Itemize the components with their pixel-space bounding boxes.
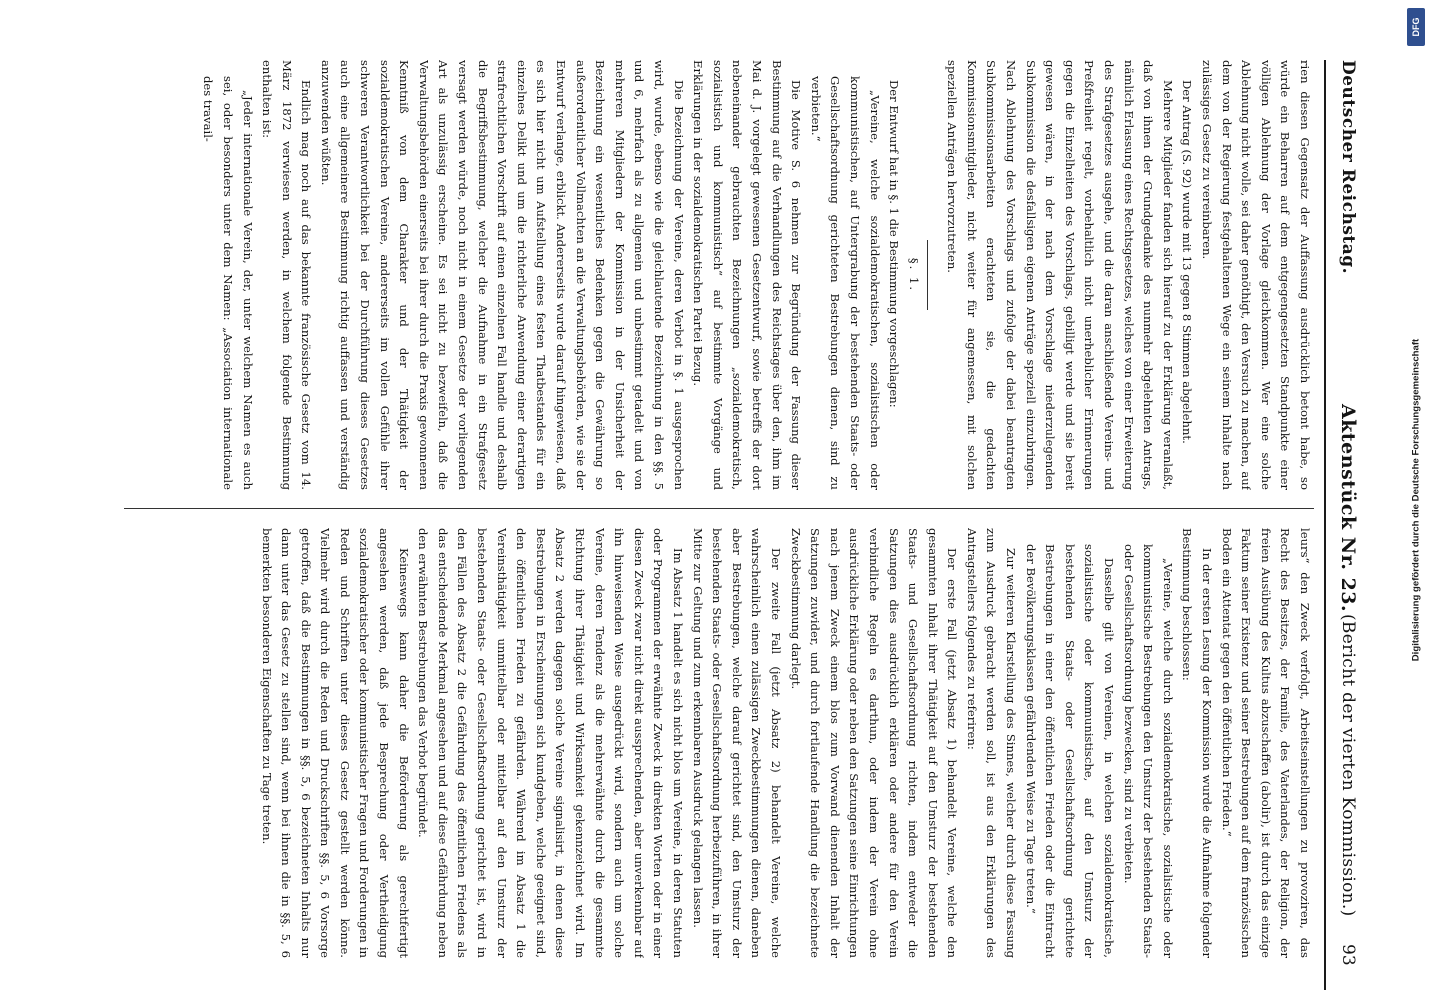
column-divider xyxy=(124,508,1314,509)
paragraph: Mehrere Mitglieder fanden sich hierauf zu der Erklärung veranlaßt, daß von ihnen der Grundgedanke des nunmehr abgelehnten Antrags, nämlich Erlassung eines Rechtsgesetzes, welches von einer Erweiterung des Strafgesetzes ausgehe, und die daran anschließende Vereins- und Preßfreiheit regelt, vorbehaltlich nicht unerheblicher Erinnerungen gegen die Einzelheiten des Vorschlags, gebilligt werde und sie bereit gewesen wären, in der nach dem Vorschlage niederzulegenden Subkommission die desfallsigen eigenen Anträge speziell einzubringen. Nach Ablehnung des Vorschlags und zufolge der dabei beantragten Subkommissionsarbeiten erachteten sie, die gedachten Kommissionsmitglieder, nicht weiter für angemessen, mit solchen speziellen Anträgen hervorzutreten. xyxy=(945,60,1175,490)
paragraph: Der Entwurf hat in §. 1 die Bestimmung vorgeschlagen: xyxy=(887,80,902,408)
header-report-title: (Bericht der vierten Kommission.) xyxy=(1338,614,1358,917)
paragraph: Im Absatz 1 handelt es sich nicht blos um Vereine, in deren Statuten oder Programmen der erwähnte Zweck in direkten Worten oder in einer diesen Zweck zwar nicht direkt aussprechenden, aber unverkennbar auf ihn hinweisenden Weise ausgedrückt wird, sondern auch um solche Vereine, deren Tendenz als die mehrerwähnte durch die gesammte Richtung ihrer Thätigkeit und Wirksamkeit gekennzeichnet wird. Im Absatz 2 werden dagegen solche Vereine signalisirt, in denen diese Bestrebungen in Erscheinungen sich kundgeben, welche geeignet sind, den öffentlichen Frieden zu gefährden. Während im Absatz 1 die Vereinsthätigkeit unmittelbar oder mittelbar auf den Umsturz der bestehenden Staats- oder Gesellschaftsordnung gerichtet ist, wird in den Fällen des Absatz 2 die Gefährdung des öffentlichen Friedens als das entscheidende Merkmal angesehen und auf diese Gefährdung neben den erwähnten Bestrebungen das Verbot begründet. xyxy=(416,528,685,958)
quoted-provision: „Jeder internationale Verein, der, unter welchem Namen es auch sei, oder besonders unter dem Namen: „Association internationale des travail- xyxy=(201,76,255,490)
running-header xyxy=(1332,14,1364,986)
page-number: 93 xyxy=(1338,944,1358,966)
section-heading: §. 1. xyxy=(906,257,921,293)
digitization-credit: Digitalisierung gefördert durch die Deutsche Forschungsgemeinschaft xyxy=(1410,338,1422,662)
header-publication: Deutscher Reichstag. xyxy=(1338,60,1358,275)
digitization-note xyxy=(1400,0,1432,1000)
left-column xyxy=(106,60,1314,490)
paragraph: Der zweite Fall (jetzt Absatz 2) behandelt Vereine, welche wahrscheinlich einen zulässigen Zweckbestimmungen dienen, daneben aber Bestrebungen, welche darauf gerichtet sind, den Umsturz der bestehenden Staats- oder Gesellschaftsordnung herbeizuführen, in ihrer Mitte zur Geltung und zum erkennbaren Ausdruck gelangen lassen. xyxy=(690,528,783,958)
quoted-provision: Dasselbe gilt von Vereinen, in welchen sozialdemokratische, sozialistische oder kommunistische, auf den Umsturz der bestehenden Staats- oder Gesellschaftsordnung gerichtete Bestrebungen in einer den öffentlichen Frieden oder die Eintracht der Bevölkerungsklassen gefährdenden Weise zu Tage treten.“ xyxy=(1023,544,1117,958)
paragraph: rien diesen Gegensatz der Auffassung ausdrücklich betont habe, so würde ein Beharren auf dem entgegengesetzten Standpunkte einer völligen Ablehnung der Vorlage gleichkommen. Wer eine solche Ablehnung nicht wolle, sei daher genöthigt, den Versuch zu machen, auf dem von der Regierung festgehaltenen Wege ein seinem Inhalte nach zulässiges Gesetz zu vereinbaren. xyxy=(1200,60,1312,490)
dfg-logo-text: DFG xyxy=(1411,17,1421,37)
header-document-number: Aktenstück Nr. 23. xyxy=(1337,404,1359,613)
dfg-logo xyxy=(1407,8,1425,46)
paragraph: Der Antrag (S. 92) wurde mit 13 gegen 8 Stimmen abgelehnt. xyxy=(1180,80,1195,444)
paragraph: In der ersten Lesung der Kommission wurde die Aufnahme folgender Bestimmung beschlossen: xyxy=(1180,528,1215,958)
header-rule xyxy=(1324,60,1326,990)
paragraph: Die Bezeichnung der Vereine, deren Verbot in §. 1 ausgesprochen wird, wurde, ebenso wie die gleichlautende Bezeichnung in den §§. 5 und 6, mehrfach als zu allgemein und unbestimmt getadelt und von mehreren Mitgliedern der Kommission in der Unsicherheit der Bezeichnung ein wesentliches Bedenken gegen die Gewährung so außerordentlicher Vollmachten an die Verwaltungsbehörden, wie sie der Entwurf verlange, erblickt. Andererseits wurde darauf hingewiesen, daß es sich hier nicht um Aufstellung eines festen Thatbestandes für ein einzelnes Delikt und um die richterliche Anwendung einer derartigen strafrechtlichen Vorschrift auf einen einzelnen Fall handle und deshalb die Begriffsbestimmung, welcher die Aufnahme in ein Strafgesetz versagt werden würde, noch nicht in einem Gesetze der vorliegenden Art als unzulässig erscheine. Es sei nicht zu bezweifeln, daß die Verwaltungsbehörden einerseits bei ihrer durch die Praxis gewonnenen Kenntniß von dem Charakter und der Thätigkeit der sozialdemokratischen Vereine, andererseits im vollen Gefühle ihrer schweren Verantwortlichkeit bei der Durchführung dieses Gesetzes auch eine allgemeinere Bestimmung richtig auffassen und verständig anzuwenden wüßten. xyxy=(318,60,686,490)
paragraph: leurs“ den Zweck verfolgt, Arbeitseinstellungen zu provoziren, das Recht des Besitzes, der Familie, des Vaterlandes, der Religion, der freien Ausübung des Kultus abzuschaffen (abolir), ist durch das einzige Faktum seiner Existenz und seiner Bestrebungen auf dem französischen Boden ein Attentat gegen den öffentlichen Frieden.“ xyxy=(1219,528,1312,958)
paragraph: Endlich mag noch auf das bekannte französische Gesetz vom 14. März 1872 verwiesen werden, in welchem folgende Bestimmung enthalten ist: xyxy=(260,60,314,490)
paragraph: Der erste Fall (jetzt Absatz 1) behandelt Vereine, welche den gesammten Inhalt ihrer Thätigkeit auf den Umsturz der bestehenden Staats- und Gesellschaftsordnung richten, indem entweder die Satzungen dies ausdrücklich erklären oder andere für den Verein verbindliche Regeln es darthun, oder indem der Verein ohne ausdrückliche Erklärung oder neben den Satzungen seine Einrichtungen nach jenem Zweck einem blos zum Vorwand dienenden Inhalt der Satzungen zuwider, und durch fortlaufende Handlung die bezeichnete Zweckbestimmung darlegt. xyxy=(788,528,960,958)
paragraph: Keineswegs kann daher die Beförderung als gerechtfertigt angesehen werden, daß jede Besprechung oder Vertheidigung sozialdemokratischer oder kommunistischer Fragen und Forderungen in Reden und Schriften unter dieses Gesetz gestellt werden könne. Vielmehr wird durch die Reden und Druckschriften §§. 5, 6 Vorsorge getroffen, daß die Bestimmungen in §§. 5, 6 bezeichneten Inhalts nur dann unter das Gesetz zu stellen sind, wenn bei ihnen die in §§. 5, 6 bemerkten besonderen Eigenschaften zu Tage treten. xyxy=(259,528,411,958)
paragraph: Zur weiteren Klarstellung des Sinnes, welcher durch diese Fassung zum Ausdruck gebracht werden soll, ist aus den Erklärungen des Antragstellers folgendes zu referiren: xyxy=(964,528,1019,958)
right-column xyxy=(106,528,1314,958)
section-divider xyxy=(927,240,928,310)
quoted-provision: „Vereine, welche sozialdemokratischen, sozialistischen oder kommunistischen, auf Untergrabung der bestehenden Staats- oder Gesellschaftsordnung gerichteten Bestrebungen dienen, sind zu verbieten.“ xyxy=(808,76,882,490)
quoted-provision: „Vereine, welche durch sozialdemokratische, sozialistische oder kommunistische Bestrebungen den Umsturz der bestehenden Staats- oder Gesellschaftsordnung bezwecken, sind zu verbieten. xyxy=(1121,544,1175,958)
paragraph: Die Motive S. 6 nehmen zur Begründung der Fassung dieser Bestimmung auf die Verhandlungen des Reichstages über den, ihm im Mai d. J. vorgelegt gewesenen Gesetzentwurf, sowie betreffs der dort nebeneinander gebrauchten Bezeichnungen „sozialdemokratisch, sozialistisch und kommunistisch“ auf bestimmte Vorgänge und Erklärungen in der sozialdemokratischen Partei Bezug. xyxy=(691,60,804,490)
